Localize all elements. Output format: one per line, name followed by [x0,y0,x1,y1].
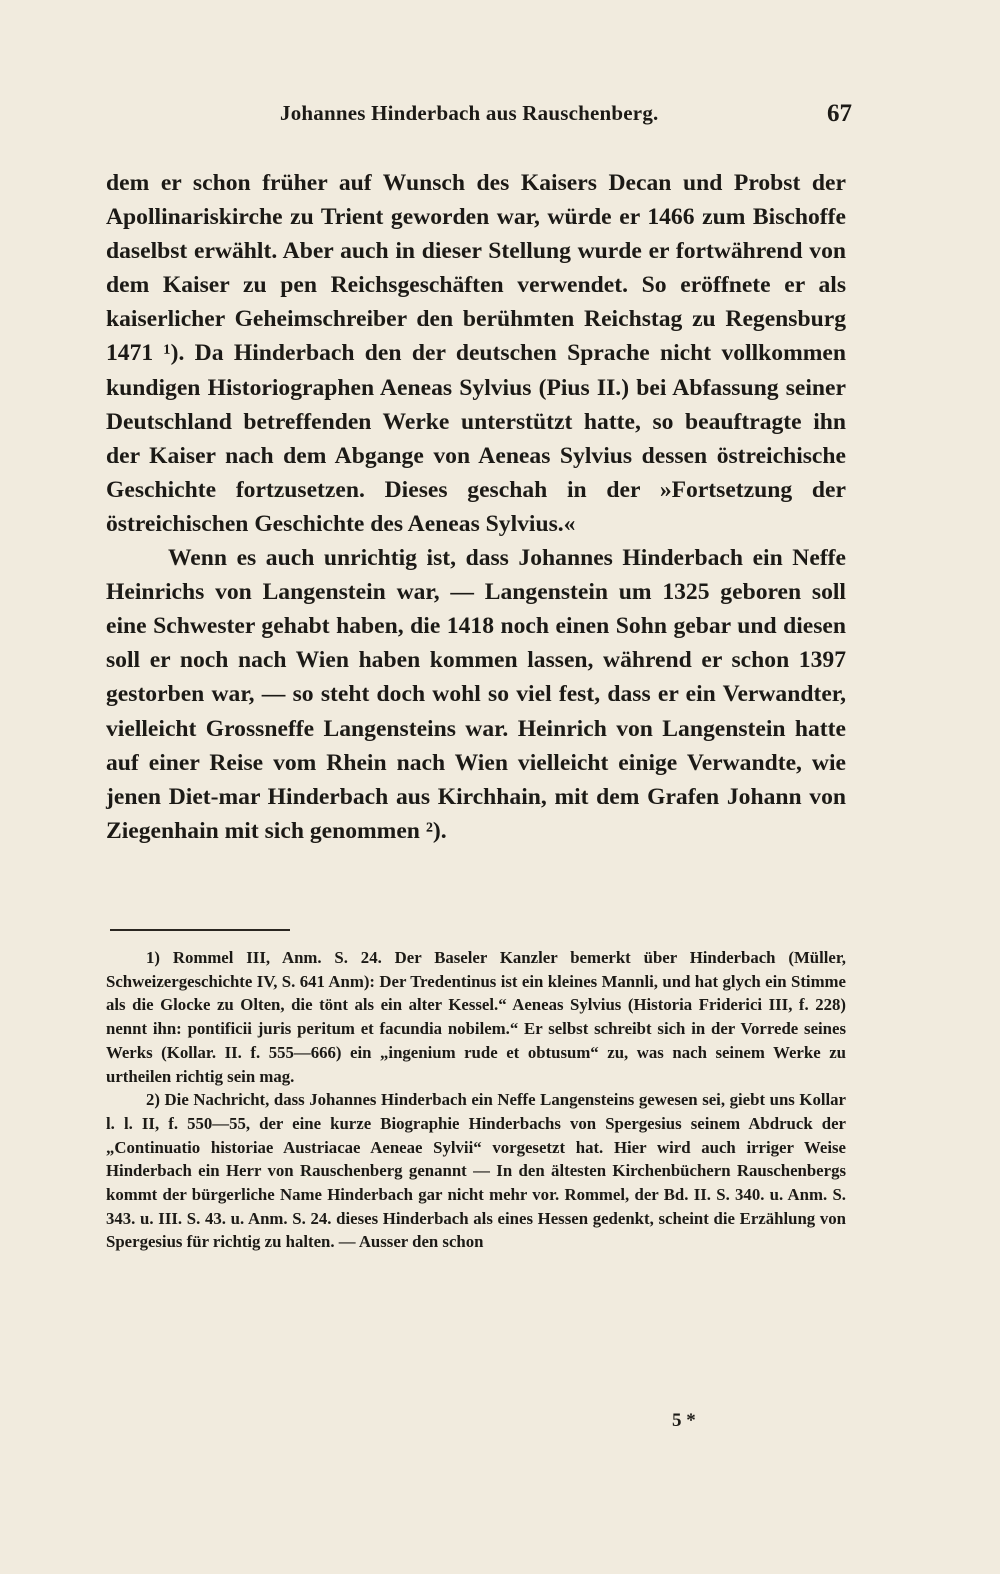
running-title: Johannes Hinderbach aus Rauschenberg. [280,101,659,125]
footnote-2: 2) Die Nachricht, dass Johannes Hinderbach ein Neffe Langensteins gewesen sei, giebt uns Kollar l. l. II, f. 550—55, der eine kurze Biographie Hinderbachs von Spergesius seinem Abdruck der „Continuatio historiae Austriacae Aeneae Sylvii“ vorgesetzt hat. Hier wird auch irriger Weise Hinderbach ein Herr von Rauschenberg genannt — In den ältesten Kirchenbüchern Rauschenbergs kommt der bürgerliche Name Hinderbach gar nicht mehr vor. Rommel, der Bd. II. S. 340. u. Anm. S. 343. u. III. S. 43. u. Anm. S. 24. dieses Hinderbach als eines Hessen gedenkt, scheint die Erzählung von Spergesius für richtig zu halten. — Ausser den schon [106,1090,846,1252]
footnotes [106,946,846,1254]
body-paragraph-1: dem er schon früher auf Wunsch des Kaisers Decan und Probst der Apollinariskirche zu Trient geworden war, würde er 1466 zum Bischoffe daselbst erwählt. Aber auch in dieser Stellung wurde er fortwährend von dem Kaiser zu pen Reichsgeschäften verwendet. So eröffnete er als kaiserlicher Geheimschreiber den berühmten Reichstag zu Regensburg 1471 ¹). Da Hinderbach den der deutschen Sprache nicht vollkommen kundigen Historiographen Aeneas Sylvius (Pius II.) bei Abfassung seiner Deutschland betreffenden Werke unterstützt hatte, so beauftragte ihn der Kaiser nach dem Abgange von Aeneas Sylvius dessen östreichische Geschichte fortzusetzen. Dieses geschah in der »Fortsetzung der östreichischen Geschichte des Aeneas Sylvius.« [106,170,846,537]
body-paragraph-2: Wenn es auch unrichtig ist, dass Johannes Hinderbach ein Neffe Heinrichs von Langenstein war, — Langenstein um 1325 geboren soll eine Schwester gehabt haben, die 1418 noch einen Sohn gebar und diesen soll er noch nach Wien haben kommen lassen, während er schon 1397 gestorben war, — so steht doch wohl so viel fest, dass er ein Verwandter, vielleicht Grossneffe Langensteins war. Heinrich von Langenstein hatte auf einer Reise vom Rhein nach Wien vielleicht einige Verwandte, wie jenen Diet-mar Hinderbach aus Kirchhain, mit dem Grafen Johann von Ziegenhain mit sich genommen ²). [106,545,846,844]
main-text [106,166,846,848]
page-header [100,92,852,128]
footnote-divider [110,929,290,931]
footnote-1: 1) Rommel III, Anm. S. 24. Der Baseler Kanzler bemerkt über Hinderbach (Müller, Schweizergeschichte IV, S. 641 Anm): Der Tredentinus ist ein kleines Mannli, und hat glych ein Stimme als die Glocke zu Olten, die tönt als ein alter Kessel.“ Aeneas Sylvius (Historia Friderici III, f. 228) nennt ihn: pontificii juris peritum et facundia nobilem.“ Er selbst schreibt sich in der Vorrede seines Werks (Kollar. II. f. 555—666) ein „ingenium rude et obtusum“ zu, was nach seinem Werke zu urtheilen richtig sein mag. [106,948,846,1086]
signature-mark: 5 * [672,1410,696,1431]
page-number: 67 [827,100,852,127]
